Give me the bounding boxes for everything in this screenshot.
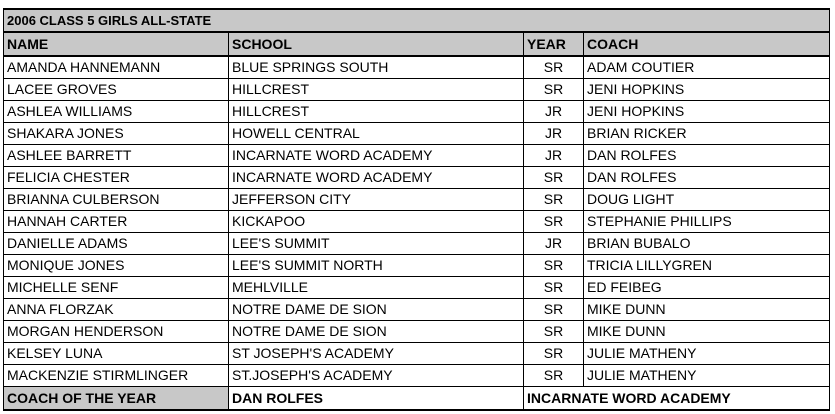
cell-year: SR <box>524 189 584 211</box>
header-name: NAME <box>4 32 229 56</box>
cell-year: SR <box>524 79 584 101</box>
cell-name: ASHLEA WILLIAMS <box>4 101 229 123</box>
cell-school: NOTRE DAME DE SION <box>229 299 524 321</box>
cell-name: FELICIA CHESTER <box>4 167 229 189</box>
cell-coach: MIKE DUNN <box>584 299 830 321</box>
cell-coach: TRICIA LILLYGREN <box>584 255 830 277</box>
cell-school: NOTRE DAME DE SION <box>229 321 524 343</box>
cell-school: HILLCREST <box>229 101 524 123</box>
cell-school: JEFFERSON CITY <box>229 189 524 211</box>
cell-school: INCARNATE WORD ACADEMY <box>229 167 524 189</box>
cell-year: SR <box>524 56 584 79</box>
table-row <box>4 123 830 145</box>
coach-of-year-row <box>4 387 830 411</box>
coach-of-year-name: DAN ROLFES <box>229 387 524 411</box>
cell-name: DANIELLE ADAMS <box>4 233 229 255</box>
table-row <box>4 101 830 123</box>
cell-year: SR <box>524 343 584 365</box>
table-row <box>4 365 830 387</box>
cell-school: HILLCREST <box>229 79 524 101</box>
cell-coach: DOUG LIGHT <box>584 189 830 211</box>
table-row <box>4 255 830 277</box>
cell-name: AMANDA HANNEMANN <box>4 56 229 79</box>
cell-year: SR <box>524 211 584 233</box>
cell-coach: MIKE DUNN <box>584 321 830 343</box>
table-title-row <box>4 9 830 32</box>
cell-coach: JULIE MATHENY <box>584 343 830 365</box>
cell-year: JR <box>524 101 584 123</box>
cell-name: MICHELLE SENF <box>4 277 229 299</box>
cell-coach: BRIAN RICKER <box>584 123 830 145</box>
cell-name: HANNAH CARTER <box>4 211 229 233</box>
cell-name: MACKENZIE STIRMLINGER <box>4 365 229 387</box>
cell-school: LEE'S SUMMIT <box>229 233 524 255</box>
cell-name: MONIQUE JONES <box>4 255 229 277</box>
cell-year: JR <box>524 123 584 145</box>
cell-name: SHAKARA JONES <box>4 123 229 145</box>
cell-school: HOWELL CENTRAL <box>229 123 524 145</box>
table-row <box>4 56 830 79</box>
cell-year: JR <box>524 145 584 167</box>
cell-name: LACEE GROVES <box>4 79 229 101</box>
table-row <box>4 299 830 321</box>
cell-name: BRIANNA CULBERSON <box>4 189 229 211</box>
header-coach: COACH <box>584 32 830 56</box>
cell-name: ANNA FLORZAK <box>4 299 229 321</box>
cell-coach: ADAM COUTIER <box>584 56 830 79</box>
cell-school: BLUE SPRINGS SOUTH <box>229 56 524 79</box>
header-row <box>4 32 830 56</box>
cell-year: SR <box>524 255 584 277</box>
cell-school: ST.JOSEPH'S ACADEMY <box>229 365 524 387</box>
table-row <box>4 343 830 365</box>
cell-coach: STEPHANIE PHILLIPS <box>584 211 830 233</box>
cell-coach: ED FEIBEG <box>584 277 830 299</box>
cell-coach: JULIE MATHENY <box>584 365 830 387</box>
cell-coach: DAN ROLFES <box>584 145 830 167</box>
table-row <box>4 79 830 101</box>
table-row <box>4 167 830 189</box>
cell-school: INCARNATE WORD ACADEMY <box>229 145 524 167</box>
coach-of-year-school: INCARNATE WORD ACADEMY <box>524 387 830 411</box>
cell-school: KICKAPOO <box>229 211 524 233</box>
cell-name: KELSEY LUNA <box>4 343 229 365</box>
cell-year: JR <box>524 233 584 255</box>
cell-coach: JENI HOPKINS <box>584 101 830 123</box>
table-row <box>4 321 830 343</box>
cell-year: SR <box>524 299 584 321</box>
table-row <box>4 145 830 167</box>
cell-coach: DAN ROLFES <box>584 167 830 189</box>
cell-year: SR <box>524 321 584 343</box>
cell-name: ASHLEE BARRETT <box>4 145 229 167</box>
table-row <box>4 189 830 211</box>
all-state-table <box>3 8 830 411</box>
header-school: SCHOOL <box>229 32 524 56</box>
cell-school: MEHLVILLE <box>229 277 524 299</box>
coach-of-year-label: COACH OF THE YEAR <box>4 387 229 411</box>
cell-year: SR <box>524 365 584 387</box>
cell-school: ST JOSEPH'S ACADEMY <box>229 343 524 365</box>
cell-coach: BRIAN BUBALO <box>584 233 830 255</box>
cell-school: LEE'S SUMMIT NORTH <box>229 255 524 277</box>
cell-year: SR <box>524 167 584 189</box>
cell-year: SR <box>524 277 584 299</box>
cell-coach: JENI HOPKINS <box>584 79 830 101</box>
table-row <box>4 211 830 233</box>
cell-name: MORGAN HENDERSON <box>4 321 229 343</box>
table-row <box>4 277 830 299</box>
table-row <box>4 233 830 255</box>
table-title: 2006 CLASS 5 GIRLS ALL-STATE <box>4 9 830 32</box>
header-year: YEAR <box>524 32 584 56</box>
